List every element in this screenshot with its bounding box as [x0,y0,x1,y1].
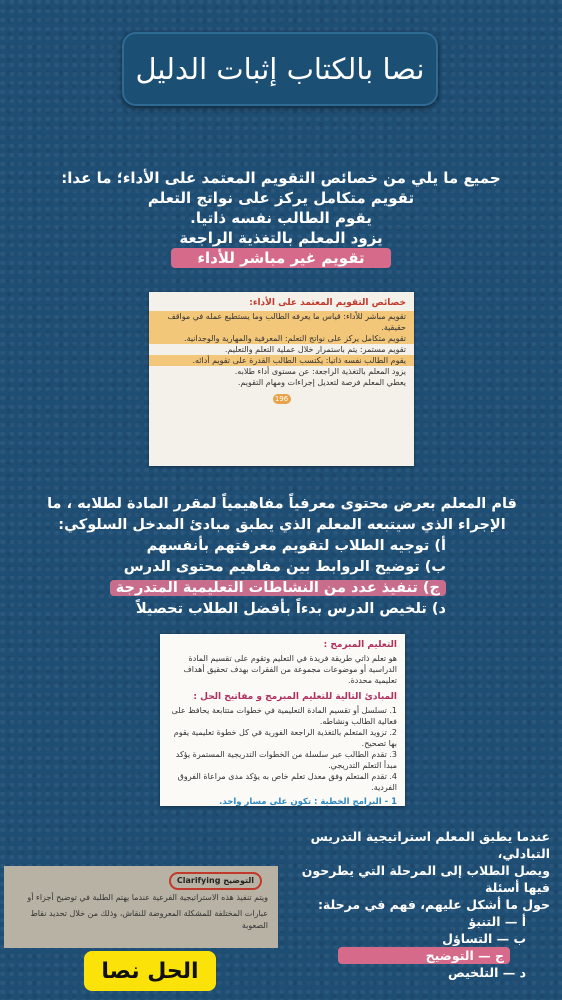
excerpt-line: تقويم مباشر للأداء: قياس ما يعرفه الطالب وما يستطيع عمله في مواقف حقيقية. [149,311,414,333]
excerpt-type: 1 - البرامج الخطية : تكون على مسار واحد. [219,797,397,806]
question-3 [300,828,550,981]
excerpt-line: 2. تزويد المتعلم بالتغذية الراجعة الفورية في كل خطوة تعليمية يقوم بها تصحيح. [173,728,397,748]
excerpt-line: يعطي المعلم فرصة لتعديل إجراءات ومهام التقويم. [237,378,406,387]
question-2-option: د) تلخيص الدرس بدءاً بأفضل الطلاب تحصيلاً [135,601,446,617]
excerpt-heading: خصائص التقويم المعتمد على الأداء: [249,298,406,308]
question-2 [18,494,546,620]
question-1-option: يقوم الطالب نفسه ذاتيا. [190,209,372,227]
excerpt-line: تقويم متكامل يركز على نواتج التعلم: المعرفية والمهارية والوجدانية. [149,333,414,344]
answer-label: الحل نصا [84,951,216,991]
excerpt-line: 1. تسلسل أو تقسيم المادة التعليمية في خطوات متتابعة يحافظ على فعالية الطالب ونشاطه. [171,706,397,726]
question-2-stem: قام المعلم بعرض محتوى معرفياً مفاهيمياً لمقرر المادة لطلابه ، ما [47,496,517,512]
excerpt-heading: التوضيح Clarifying [169,872,262,890]
question-1-option: يزود المعلم بالتغذية الراجعة [179,229,383,247]
excerpt-heading: التعليم المبرمج : [323,640,397,650]
excerpt-line: 4. تقدم المتعلم وفق معدل تعلم خاص به يؤكد مدى مراعاة الفروق الفردية. [177,772,397,792]
question-3-option: أ — التنبؤ [468,914,526,929]
question-1-stem: جميع ما يلي من خصائص التقويم المعتمد على الأداء؛ ما عدا: [61,169,501,187]
question-3-option: د — التلخيص [448,965,526,980]
excerpt-line: ويتم تنفيذ هذه الاستراتيجية الفرعية عندما يهتم الطلبة في توضيح أجزاء أو [27,893,268,902]
question-1-option: تقويم متكامل يركز على نواتج التعلم [147,189,415,207]
question-3-answer-highlight: ج — التوضيح [338,947,510,964]
page-title: نصا بالكتاب إثبات الدليل [122,32,438,106]
page-number: 196 [273,394,291,404]
question-3-stem: حول ما أشكل عليهم، فهم في مرحلة: [317,897,550,912]
question-1 [20,168,542,268]
excerpt-line: تقويم مستمر: يتم باستمرار خلال عملية التعلم والتعليم. [224,345,406,354]
book-excerpt-1 [149,292,414,466]
question-1-answer-highlight: تقويم غير مباشر للأداء [171,248,390,268]
excerpt-subheading: المبادئ التالية للتعليم المبرمج و مفاتيح الحل : [193,692,397,702]
book-excerpt-2 [160,634,405,806]
question-2-answer-row [18,578,546,599]
question-3-stem: ويصل الطلاب إلى المرحلة التي يطرحون فيها أسئلة [301,863,550,895]
excerpt-definition: هو تعلم ذاتي طريقة فريدة في التعليم وتقوم على تقسيم المادة الدراسية أو موضوعات مجموعة من الفقرات بهدف تحقيق أهداف تعليمية محددة. [183,654,397,685]
question-2-stem: الإجراء الذي سيتبعه المعلم الذي يطبق مبادئ المدخل السلوكي: [58,517,506,533]
question-2-option: ب) توضيح الروابط بين مفاهيم محتوى الدرس [123,559,446,575]
question-2-answer-highlight: ج) تنفيذ عدد من النشاطات التعليمية المتدرجة [110,580,446,596]
book-excerpt-3 [4,866,278,948]
question-1-answer-row [20,248,542,268]
excerpt-line: 3. تقدم الطالب عبر سلسلة من الخطوات التدريجية المستمرة يؤكد مبدأ التعلم التدريجي. [175,750,397,770]
question-3-option: ب — التساؤل [442,931,526,946]
excerpt-line: عبارات المختلفة للمشكلة المعروضة للنقاش، وذلك من خلال تحديد نقاط الصعوبة [30,909,268,930]
question-2-option: أ) توجيه الطلاب لتقويم معرفتهم بأنفسهم [146,538,446,554]
excerpt-line: يزود المعلم بالتغذية الراجعة: عن مستوى أداء طلابه. [234,367,406,376]
excerpt-line: يقوم الطالب نفسه ذاتيا: يكتسب الطالب القدرة على تقويم أدائه. [149,355,414,366]
question-3-stem: عندما يطبق المعلم استراتيجية التدريس التبادلي، [310,829,550,861]
